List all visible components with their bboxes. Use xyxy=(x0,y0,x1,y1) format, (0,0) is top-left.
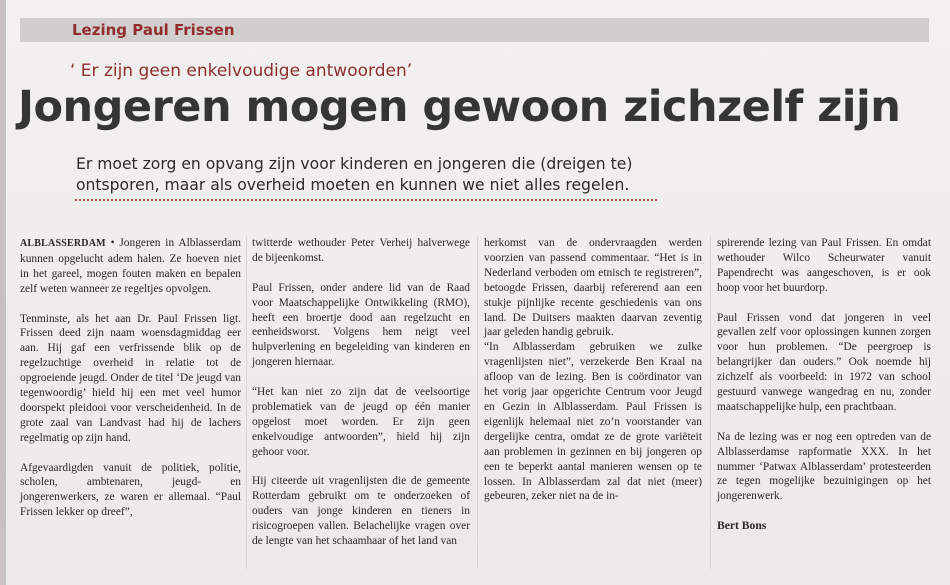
column-rule xyxy=(246,236,247,569)
paragraph: twitterde wethouder Peter Verheij halverwege de bijeenkomst. xyxy=(252,237,470,264)
column-rule xyxy=(477,236,478,569)
paragraph: spirerende lezing van Paul Frissen. En omdat wethouder Wilco Scheurwater vanuit Papendrecht was aangeschoven, is er ook hoop voor het buurdorp. xyxy=(717,237,931,294)
paragraph: Paul Frissen vond dat jongeren in veel gevallen zelf voor oplossingen kunnen zorgen voor hun problemen. “De peergroep is belangrijker dan ouders.” Ook noemde hij zichzelf als voorbeeld: in 1972 van school gestuurd vanwege wangedrag en nu, zonder maatschappelijke hulp, een prachtbaan. xyxy=(717,311,931,413)
intro-text: Er moet zorg en opvang zijn voor kinderen en jongeren die (dreigen te) ontsporen, maar als overheid moeten en kunnen we niet alles regelen. xyxy=(76,155,633,194)
column-rule xyxy=(710,236,711,569)
body-column-4 xyxy=(717,236,931,549)
headline: Jongeren mogen gewoon zichzelf zijn xyxy=(18,82,901,132)
paragraph: herkomst van de ondervraagden werden voorzien van passend commentaar. “Het is in Nederland verboden om etnisch te registreren”, betoogde Frissen, daarbij refererend aan een stukje pijnlijke recente geschiedenis van ons land. De Duitsers maakten daarvan zeventig jaar geleden handig gebruik. “In Alblasserdam gebruiken we zulke vragenlijsten niet”, verzekerde Ben Kraal na afloop van de lezing. Ben is coördinator van het vorig jaar opgerichte Centrum voor Jeugd en Gezin in Alblasserdam. Paul Frissen is eigenlijk helemaal niet zo’n voorstander van dergelijke centra, omdat ze de grote variëteit aan problemen in gezinnen en bij jongeren op een te beperkt aantal manieren wensen op te lossen. In Alblasserdam zal dat niet (meer) gebeuren, zeker niet na de in- xyxy=(484,237,702,503)
dotted-divider xyxy=(75,199,657,201)
paragraph: Na de lezing was er nog een optreden van de Alblasserdamse rapformatie XXX. In het nummer ‘Patwax Alblasserdam’ protesteerden ze tegen mogelijke bezuinigingen op het jongerenwerk. xyxy=(717,430,931,503)
dateline: ALBLASSERDAM xyxy=(20,238,106,249)
paragraph-text: • Jongeren in Alblasserdam kunnen opgelucht adem halen. Ze hoeven niet in het gareel, mogen fouten maken en bepalen zelf weten wanneer ze regeltjes opvolgen. xyxy=(20,237,241,295)
body-column-2 xyxy=(252,236,470,564)
pull-quote: ‘ Er zijn geen enkelvoudige antwoorden’ xyxy=(70,61,413,81)
body-column-1 xyxy=(20,236,241,535)
author-byline: Bert Bons xyxy=(717,519,767,533)
body-column-3 xyxy=(484,236,702,519)
paragraph xyxy=(20,236,241,297)
page-edge xyxy=(0,0,6,585)
paragraph: Afgevaardigden vanuit de politiek, politie, scholen, ambtenaren, jeugd- en jongerenwerkers, ze waren er allemaal. “Paul Frissen lekker op dreef”, xyxy=(20,461,241,519)
section-label: Lezing Paul Frissen xyxy=(72,21,235,39)
paragraph: Tenminste, als het aan Dr. Paul Frissen ligt. Frissen deed zijn naam woensdagmiddag eer aan. Hij gaf een verfrissende blik op de regelzuchtige overheid in relatie tot de opgroeiende jeugd. Onder de titel ‘De jeugd van tegenwoordig’ hield hij een met veel humor doorspekt pleidooi voor verscheidenheid. In de grote zaal van Landvast had hij de lachers regelmatig op zijn hand. xyxy=(20,312,241,444)
paragraph: Hij citeerde uit vragenlijsten die de gemeente Rotterdam gebruikt om te onderzoeken of ouders van jonge kinderen en tieners in risicogroepen vallen. Belachelijke vragen over de lengte van het schaamhaar of het land van xyxy=(252,475,470,548)
paragraph: “Het kan niet zo zijn dat de veelsoortige problematiek van de jeugd op één manier opgelost moet worden. Er zijn geen enkelvoudige antwoorden”, hield hij zijn gehoor voor. xyxy=(252,386,470,458)
paragraph: Paul Frissen, onder andere lid van de Raad voor Maatschappelijke Ontwikkeling (RMO), heeft een broertje dood aan regelzucht en eenheidsworst. Volgens hem neigt veel hulpverlening en begeleiding van kinderen en jongeren hiernaar. xyxy=(252,281,470,369)
